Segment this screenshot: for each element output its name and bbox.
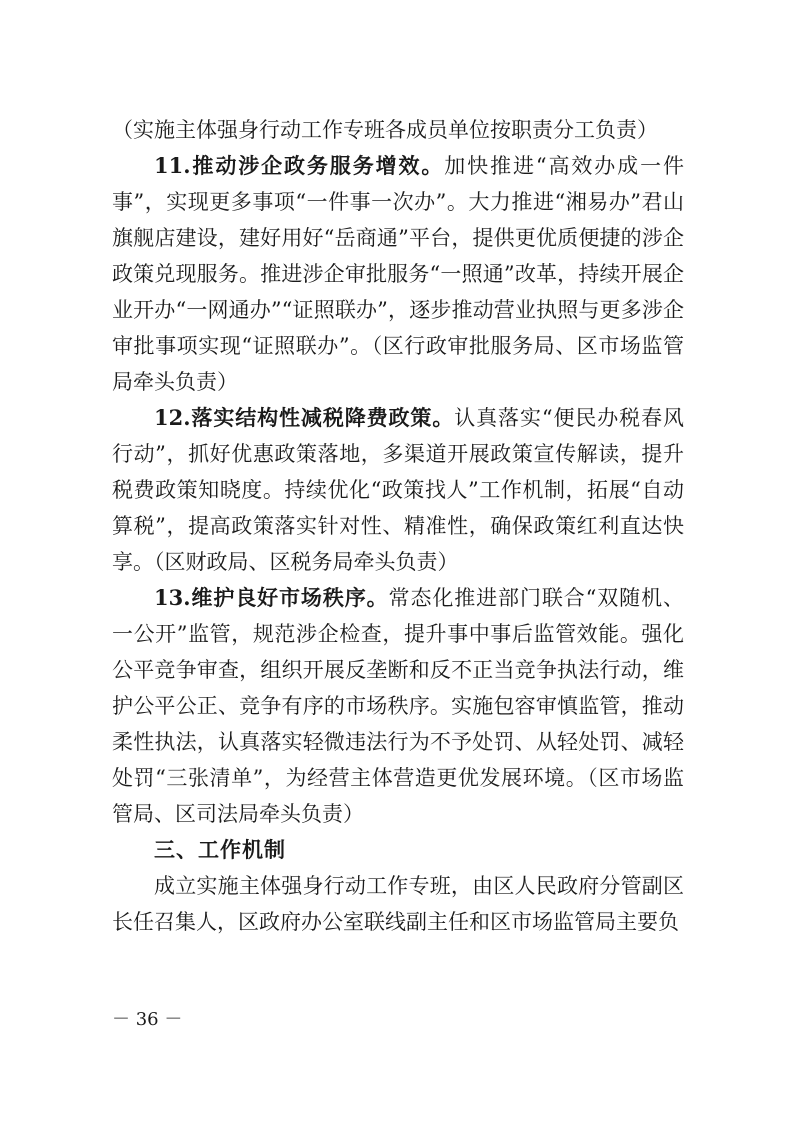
item-12-body: 认真落实“便民办税春风行动”，抓好优惠政策落地，多渠道开展政策宣传解读，提升税费政策知晓度。持续优化“政策找人”工作机制，拓展“自动算税”，提高政策落实针对性、精准性，确保政策红利直达快享。（区财政局、区税务局牵头负责） — [112, 406, 684, 574]
page-number: － 36 － — [112, 1009, 183, 1030]
section-heading: 三、工作机制 — [154, 838, 286, 862]
document-body — [112, 112, 684, 940]
item-12 — [112, 400, 684, 580]
item-11-body: 加快推进“高效办成一件事”，实现更多事项“一件事一次办”。大力推进“湘易办”君山旗舰店建设，建好用好“岳商通”平台，提供更优质便捷的涉企政策兑现服务。推进涉企审批服务“一照通”改革，持续开展企业开办“一网通办”“证照联办”，逐步推动营业执照与更多涉企审批事项实现“证照联办”。（区行政审批服务局、区市场监管局牵头负责） — [112, 154, 684, 394]
item-11 — [112, 148, 684, 400]
closing-paragraph: 成立实施主体强身行动工作专班，由区人民政府分管副区长任召集人，区政府办公室联线副主任和区市场监管局主要负 — [112, 874, 684, 934]
item-11-title: 11.推动涉企政务服务增效。 — [154, 153, 445, 178]
intro-line: （实施主体强身行动工作专班各成员单位按职责分工负责） — [112, 118, 658, 142]
item-13-title: 13.维护良好市场秩序。 — [154, 585, 389, 610]
item-13 — [112, 580, 684, 832]
item-13-body: 常态化推进部门联合“双随机、一公开”监管，规范涉企检查，提升事中事后监管效能。强化公平竞争审查，组织开展反垄断和反不正当竞争执法行动，维护公平公正、竞争有序的市场秩序。实施包容审慎监管，推动柔性执法，认真落实轻微违法行为不予处罚、从轻处罚、减轻处罚“三张清单”，为经营主体营造更优发展环境。（区市场监管局、区司法局牵头负责） — [112, 586, 684, 826]
item-12-title: 12.落实结构性减税降费政策。 — [154, 405, 455, 430]
